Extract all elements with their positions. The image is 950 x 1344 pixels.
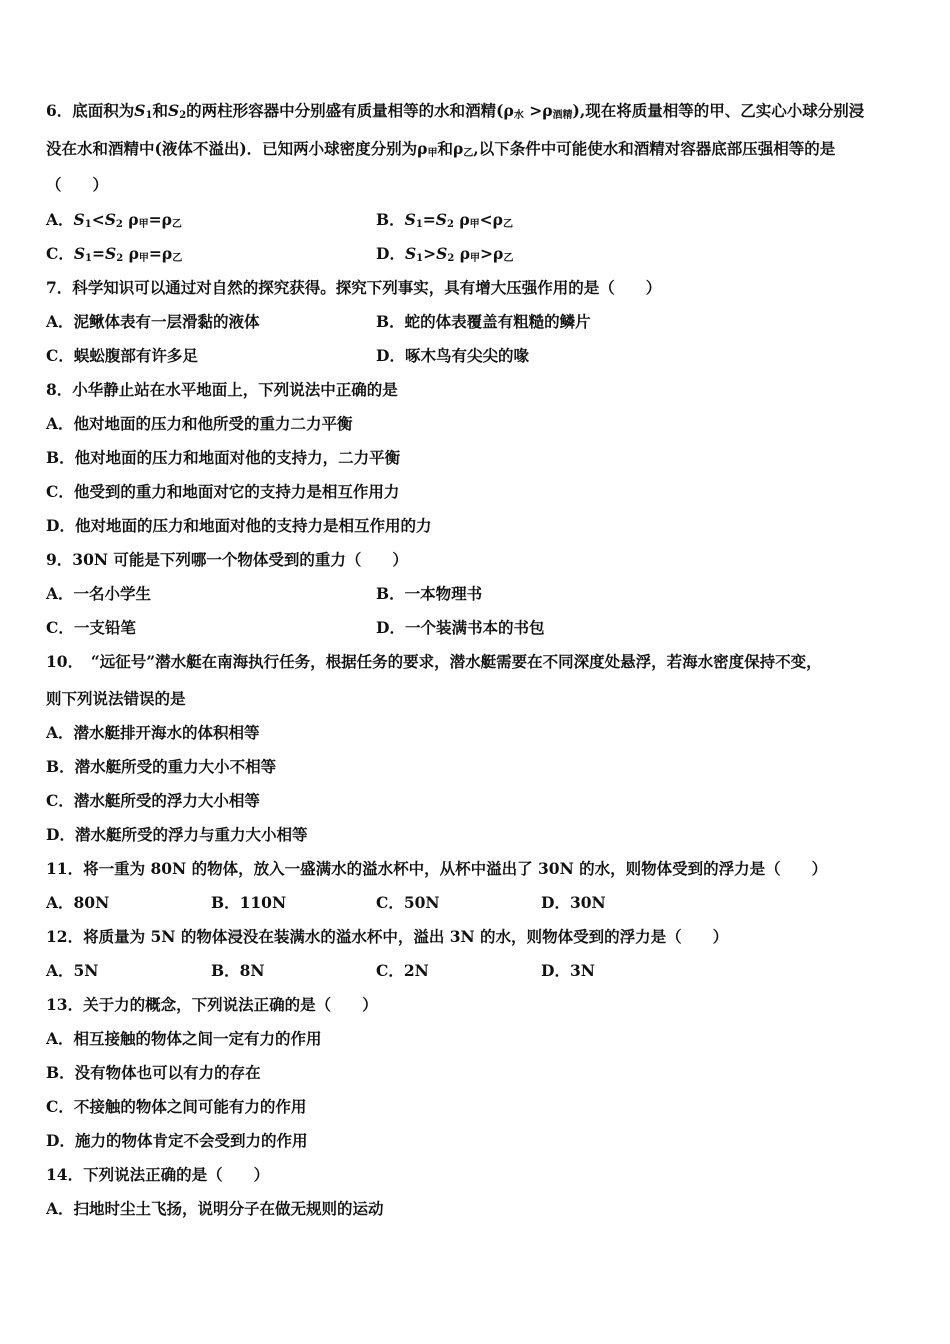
q11-option-d: D．30N — [541, 893, 606, 912]
sub: 1 — [415, 219, 423, 230]
sub: 甲 — [469, 219, 480, 230]
q10-option-d: D．潜水艇所受的浮力与重力大小相等 — [46, 825, 308, 844]
q6-text: 6．底面积为 — [46, 101, 135, 120]
q8-option-c: C．他受到的重力和地面对它的支持力是相互作用力 — [46, 482, 400, 501]
q6-rho-jia-sub: 甲 — [427, 148, 438, 159]
q6-rho-water-sub: 水 — [513, 110, 524, 121]
q12-stem: 12．将质量为 5N 的物体浸没在装满水的溢水杯中，溢出 3N 的水，则物体受到的浮力是（ ） — [46, 927, 729, 946]
q7-option-c: C．蜈蚣腹部有许多足 — [46, 346, 198, 365]
q6-option-a — [46, 210, 182, 235]
q6-stem-line2 — [46, 139, 835, 164]
op: >ρ — [480, 244, 504, 263]
q13-option-c: C．不接触的物体之间可能有力的作用 — [46, 1097, 307, 1116]
rho: ρ — [122, 210, 139, 229]
q11-option-a: A．80N — [46, 893, 110, 912]
q6-s1-sub: 1 — [145, 110, 153, 121]
q9-option-c: C．一支铅笔 — [46, 618, 136, 637]
op: =ρ — [148, 210, 172, 229]
s2: S — [436, 244, 448, 263]
q10-stem-line2: 则下列说法错误的是 — [46, 689, 186, 708]
option-label: B． — [376, 210, 405, 229]
q8-option-a: A．他对地面的压力和他所受的重力二力平衡 — [46, 414, 353, 433]
q7-stem: 7．科学知识可以通过对自然的探究获得。探究下列事实，具有增大压强作用的是（ ） — [46, 278, 662, 297]
q8-option-d: D．他对地面的压力和地面对他的支持力是相互作用的力 — [46, 516, 432, 535]
sub: 1 — [416, 253, 424, 264]
sub: 2 — [116, 253, 124, 264]
q13-stem: 13．关于力的概念，下列说法正确的是（ ） — [46, 995, 378, 1014]
s1: S — [73, 210, 85, 229]
s2: S — [105, 244, 117, 263]
op: < — [91, 210, 105, 229]
q10-stem-line1: 10． “远征号”潜水艇在南海执行任务，根据任务的要求，潜水艇需要在不同深度处悬浮，若海水密度保持不变， — [46, 652, 822, 671]
q12-option-c: C．2N — [376, 961, 429, 980]
q13-option-b: B．没有物体也可以有力的存在 — [46, 1063, 261, 1082]
s1: S — [404, 210, 416, 229]
q10-option-b: B．潜水艇所受的重力大小不相等 — [46, 757, 277, 776]
q6-s2-sub: 2 — [179, 110, 187, 121]
q6-option-c — [46, 244, 182, 269]
sub: 乙 — [171, 219, 182, 230]
op: =ρ — [148, 244, 173, 263]
s2: S — [435, 210, 447, 229]
q9-option-d: D．一个装满书本的书包 — [376, 618, 545, 637]
sub: 乙 — [172, 253, 183, 264]
q8-option-b: B．他对地面的压力和地面对他的支持力，二力平衡 — [46, 448, 401, 467]
sub: 乙 — [502, 219, 513, 230]
rho: ρ — [454, 244, 471, 263]
sub: 2 — [447, 253, 455, 264]
q6-stem-line1 — [46, 101, 864, 126]
q7-option-d: D．啄木鸟有尖尖的喙 — [376, 346, 529, 365]
q6-text: ),现在将质量相等的甲、乙实心小球分别浸 — [572, 101, 865, 120]
q9-option-b: B．一本物理书 — [376, 584, 483, 603]
rho: ρ — [453, 210, 470, 229]
sub: 2 — [446, 219, 454, 230]
q6-text: 的两柱形容器中分别盛有质量相等的水和酒精(ρ — [186, 101, 514, 120]
q12-option-d: D．3N — [541, 961, 595, 980]
q6-option-d — [376, 244, 513, 269]
op: = — [92, 244, 106, 263]
q9-option-a: A．一名小学生 — [46, 584, 152, 603]
s1: S — [73, 244, 86, 263]
q11-stem: 11．将一重为 80N 的物体，放入一盛满水的溢水杯中，从杯中溢出了 30N 的水，则物体受到的浮力是（ ） — [46, 859, 828, 878]
q14-option-a: A．扫地时尘土飞扬，说明分子在做无规则的运动 — [46, 1199, 384, 1218]
q6-text: 没在水和酒精中(液体不溢出)．已知两小球密度分别为ρ — [46, 139, 428, 158]
q6-text: 和ρ — [437, 139, 464, 158]
sub: 2 — [115, 219, 123, 230]
q11-option-b: B．110N — [211, 893, 287, 912]
s1: S — [404, 244, 417, 263]
op: = — [422, 210, 436, 229]
q6-option-b — [376, 210, 513, 235]
sub: 乙 — [503, 253, 514, 264]
sub: 甲 — [138, 253, 149, 264]
q6-rho-yi-sub: 乙 — [463, 148, 474, 159]
op: <ρ — [479, 210, 503, 229]
q6-s1: S — [134, 101, 146, 120]
sub: 甲 — [138, 219, 149, 230]
q6-text: 和 — [152, 101, 168, 120]
q13-option-a: A．相互接触的物体之间一定有力的作用 — [46, 1029, 322, 1048]
option-label: D． — [376, 244, 405, 263]
option-label: A． — [46, 210, 74, 229]
q8-stem: 8．小华静止站在水平地面上，下列说法中正确的是 — [46, 380, 398, 399]
rho: ρ — [123, 244, 139, 263]
q12-option-b: B．8N — [211, 961, 265, 980]
q13-option-d: D．施力的物体肯定不会受到力的作用 — [46, 1131, 308, 1150]
q11-option-c: C．50N — [376, 893, 440, 912]
q12-option-a: A．5N — [46, 961, 99, 980]
q14-stem: 14．下列说法正确的是（ ） — [46, 1165, 270, 1184]
q6-text: ,以下条件中可能使水和酒精对容器底部压强相等的是 — [473, 139, 836, 158]
q7-option-b: B．蛇的体表覆盖有粗糙的鳞片 — [376, 312, 591, 331]
sub: 1 — [84, 219, 92, 230]
q7-option-a: A．泥鳅体表有一层滑黏的液体 — [46, 312, 260, 331]
q10-option-c: C．潜水艇所受的浮力大小相等 — [46, 791, 260, 810]
s2: S — [104, 210, 116, 229]
q6-answer-bracket: （ ） — [46, 175, 109, 194]
sub: 1 — [85, 253, 93, 264]
q6-s2: S — [167, 101, 180, 120]
q6-text: >ρ — [523, 101, 553, 120]
q10-option-a: A．潜水艇排开海水的体积相等 — [46, 723, 260, 742]
option-label: C． — [46, 244, 74, 263]
q9-stem: 9．30N 可能是下列哪一个物体受到的重力（ ） — [46, 550, 408, 569]
op: > — [423, 244, 437, 263]
q6-rho-alcohol-sub: 酒精 — [552, 110, 573, 121]
sub: 甲 — [470, 253, 481, 264]
